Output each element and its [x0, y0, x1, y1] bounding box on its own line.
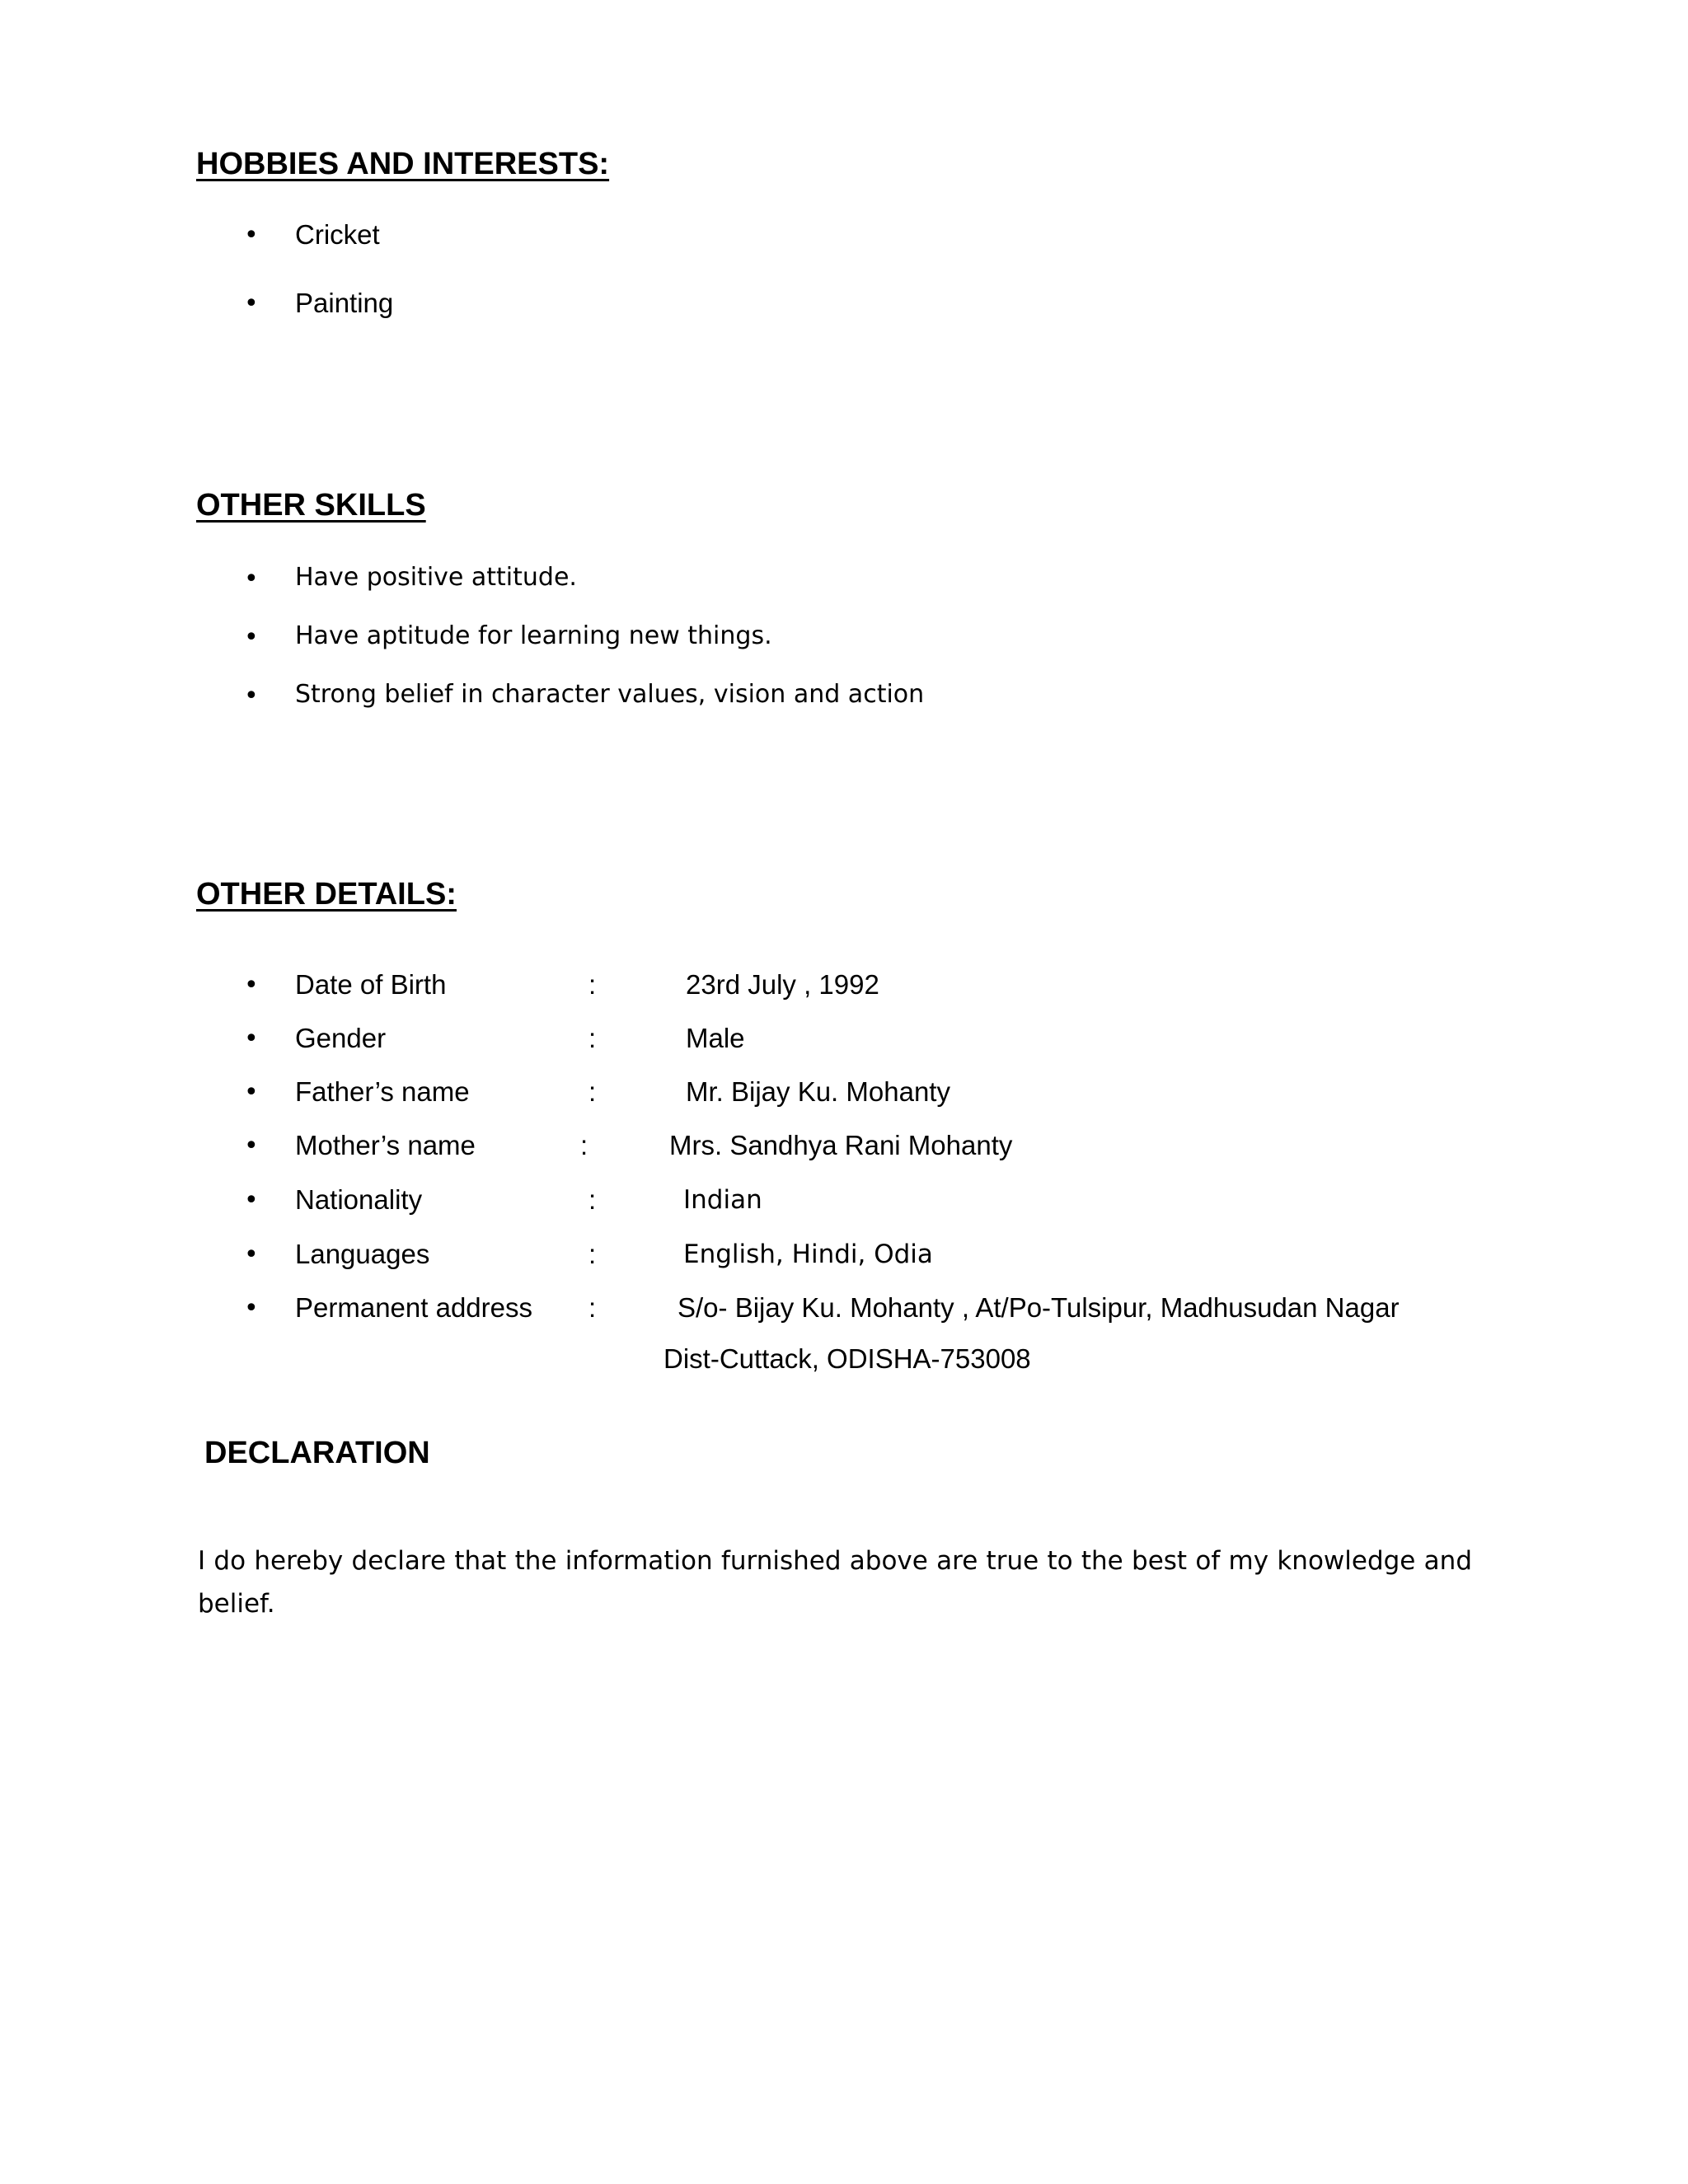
bullet-icon: • [244, 1078, 259, 1107]
detail-separator: : [588, 969, 597, 1000]
detail-value: Indian [683, 1185, 762, 1215]
bullet-icon: • [244, 565, 259, 593]
detail-value: Mrs. Sandhya Rani Mohanty [669, 1130, 1013, 1160]
detail-value: 23rd July , 1992 [686, 969, 879, 1000]
detail-label: Mother’s name [295, 1130, 476, 1160]
bullet-icon: • [244, 221, 259, 250]
bullet-icon: • [244, 682, 259, 710]
detail-separator: : [588, 1184, 597, 1215]
bullet-icon: • [244, 1132, 259, 1160]
detail-label: Permanent address [295, 1292, 532, 1323]
detail-value: Male [686, 1023, 745, 1053]
declaration-heading: DECLARATION [204, 1436, 430, 1470]
declaration-text: I do hereby declare that the information furnished above are true to the best of my knowledge and belief. [198, 1546, 1472, 1619]
detail-value: S/o- Bijay Ku. Mohanty , At/Po-Tulsipur, Madhusudan Nagar [678, 1292, 1400, 1323]
bullet-icon: • [244, 1024, 259, 1053]
detail-label: Father’s name [295, 1076, 470, 1107]
hobby-item: Painting [295, 288, 394, 318]
hobbies-heading: HOBBIES AND INTERESTS: [196, 147, 610, 181]
bullet-icon: • [244, 1294, 259, 1323]
detail-label: Languages [295, 1239, 430, 1269]
hobby-item: Cricket [295, 219, 380, 250]
detail-separator: : [588, 1239, 597, 1269]
detail-label: Date of Birth [295, 969, 447, 1000]
bullet-icon: • [244, 1186, 259, 1215]
detail-value: English, Hindi, Odia [683, 1240, 933, 1269]
detail-separator: : [588, 1292, 597, 1323]
skills-heading: OTHER SKILLS [196, 488, 426, 523]
detail-value: Mr. Bijay Ku. Mohanty [686, 1076, 950, 1107]
detail-label: Nationality [295, 1184, 423, 1215]
detail-separator: : [580, 1130, 588, 1160]
detail-label: Gender [295, 1023, 387, 1053]
bullet-icon: • [244, 971, 259, 1000]
bullet-icon: • [244, 289, 259, 318]
skill-item: Have positive attitude. [295, 563, 577, 592]
skill-item: Strong belief in character values, vision and action [295, 680, 925, 709]
details-heading: OTHER DETAILS: [196, 877, 457, 912]
bullet-icon: • [244, 1240, 259, 1269]
detail-value-continuation: Dist-Cuttack, ODISHA-753008 [663, 1343, 1031, 1374]
detail-separator: : [588, 1023, 597, 1053]
bullet-icon: • [244, 623, 259, 652]
skill-item: Have aptitude for learning new things. [295, 621, 772, 650]
detail-separator: : [588, 1076, 597, 1107]
